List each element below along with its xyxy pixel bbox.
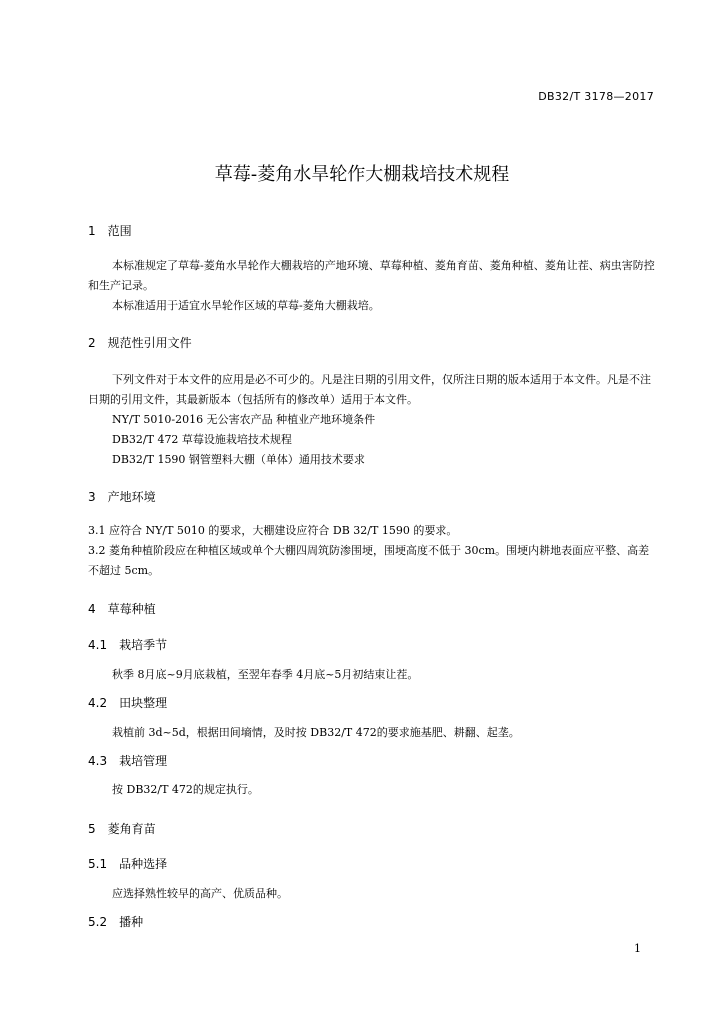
subsection-title: 播种 [119,915,144,929]
section-title: 菱角育苗 [107,822,156,836]
section-5-heading [88,820,156,837]
paragraph: 栽植前 3d~5d，根据田间墒情，及时按 DB32/T 472的要求施基肥、耕翻、起垄。 [112,726,520,739]
subsection-title: 栽培季节 [119,638,168,652]
section-2-heading [88,334,192,351]
section-number: 5 [88,822,96,836]
standard-number: DB32/T 3178—2017 [538,90,654,103]
paragraph: 本标准适用于适宜水旱轮作区域的草莓-菱角大棚栽培。 [112,299,380,312]
page-number: 1 [634,942,641,955]
section-title: 产地环境 [107,490,156,504]
section-number: 3 [88,490,96,504]
reference-item: DB32/T 472 草莓设施栽培技术规程 [112,433,292,446]
section-3-heading [88,488,156,505]
section-number: 2 [88,336,96,350]
paragraph: 本标准规定了草莓-菱角水旱轮作大棚栽培的产地环境、草莓种植、菱角育苗、菱角种植、菱角让茬、病虫害防控和生产记录。 [88,259,655,292]
subsection-number: 4.3 [88,754,108,768]
section-number: 4 [88,602,96,616]
reference-item: DB32/T 1590 钢管塑料大棚（单体）通用技术要求 [112,453,365,466]
subsection-number: 5.2 [88,915,108,929]
subsection-title: 栽培管理 [119,754,168,768]
paragraph: 下列文件对于本文件的应用是必不可少的。凡是注日期的引用文件，仅所注日期的版本适用于本文件。凡是不注日期的引用文件，其最新版本（包括所有的修改单）适用于本文件。 [88,373,651,406]
subsection-number: 4.1 [88,638,108,652]
section-title: 范围 [107,224,132,238]
reference-item: NY/T 5010-2016 无公害农产品 种植业产地环境条件 [112,413,376,426]
subsection-title: 田块整理 [119,696,168,710]
subsection-number: 5.1 [88,857,108,871]
subsection-number: 4.2 [88,696,108,710]
subsection-5-1-heading [88,855,167,872]
section-title: 草莓种植 [107,602,156,616]
paragraph: 秋季 8月底~9月底栽植，至翌年春季 4月底~5月初结束让茬。 [112,668,419,681]
clause: 3.1 应符合 NY/T 5010 的要求，大棚建设应符合 DB 32/T 1590 的要求。 [88,524,458,537]
subsection-4-1-heading [88,636,167,653]
section-4-heading [88,600,156,617]
subsection-title: 品种选择 [119,857,168,871]
section-title: 规范性引用文件 [107,336,192,350]
clause: 3.2 菱角种植阶段应在种植区域或单个大棚四周筑防渗围埂，围埂高度不低于 30cm。围埂内耕地表面应平整、高差不超过 5cm。 [88,544,650,577]
paragraph: 按 DB32/T 472的规定执行。 [112,783,259,796]
subsection-4-2-heading [88,694,167,711]
subsection-4-3-heading [88,752,167,769]
subsection-5-2-heading [88,913,143,930]
paragraph: 应选择熟性较早的高产、优质品种。 [112,887,288,900]
document-title: 草莓-菱角水旱轮作大棚栽培技术规程 [214,164,510,185]
section-number: 1 [88,224,96,238]
section-1-heading [88,222,132,239]
